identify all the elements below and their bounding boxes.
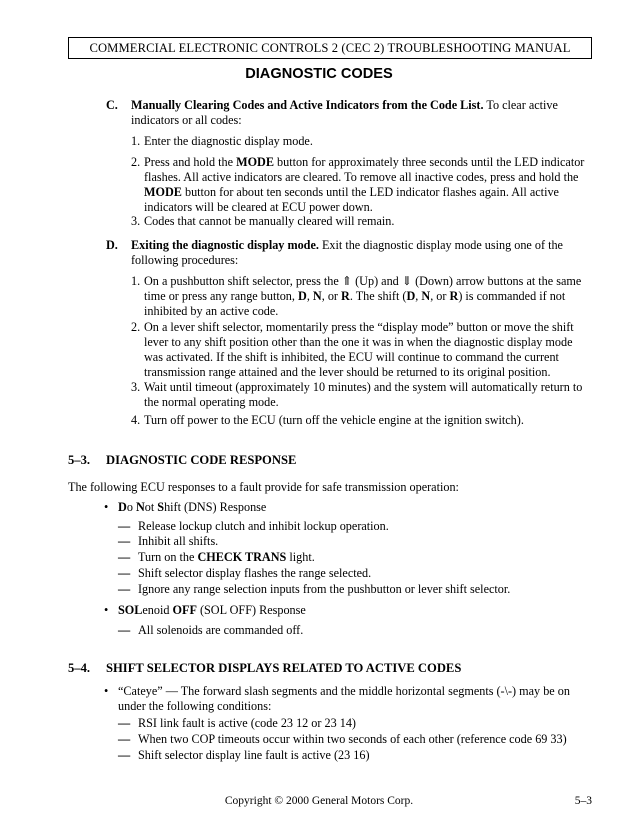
dns-response-label	[118, 500, 592, 515]
dns-text: o	[126, 500, 136, 514]
page-title: DIAGNOSTIC CODES	[245, 66, 393, 82]
sub-item-text-part: Turn on the	[138, 550, 198, 564]
sol-text: enoid	[142, 603, 173, 617]
range-label: R	[341, 289, 350, 303]
step-number: 1.	[131, 134, 141, 148]
cateye-text: “Cateye” — The forward slash segments and the middle horizontal segments (-\-) may be on under the following conditions:	[118, 684, 570, 713]
sub-item-text: Inhibit all shifts.	[138, 534, 219, 548]
cateye-sub-item	[118, 732, 592, 747]
dash: —	[118, 534, 131, 548]
bullet: •	[104, 500, 109, 514]
dash: —	[118, 582, 131, 596]
section-c-step-3	[131, 214, 592, 229]
sub-item-text: Shift selector display flashes the range selected.	[138, 566, 372, 580]
section-d-paragraph	[131, 238, 592, 268]
mode-button-label: MODE	[236, 155, 274, 169]
dash: —	[118, 566, 131, 580]
step-text: Enter the diagnostic display mode.	[144, 134, 313, 148]
step-number: 1.	[131, 274, 141, 288]
dash: —	[118, 748, 131, 762]
section-d-step-4	[131, 413, 592, 428]
section-number: 5–3.	[68, 453, 91, 467]
range-label: N	[421, 289, 431, 303]
sol-text: (SOL OFF) Response	[196, 603, 306, 617]
sol-letters: SOL	[118, 603, 143, 617]
dash: —	[118, 519, 131, 533]
page-number: 5–3	[574, 795, 592, 807]
section-c-step-2	[131, 155, 592, 215]
step-text: On a lever shift selector, momentarily press the “display mode” button or move the shift lever to any shift position other than the one it was in when the diagnostic display mode was activated. If the shift is inhibited, the ECU will continue to command the current transmission range attained and the lever should be returned to its original position.	[144, 320, 574, 379]
section-number: 5–4.	[68, 661, 91, 675]
dns-sub-item	[118, 534, 592, 549]
cateye-item	[104, 684, 592, 714]
step-number: 4.	[131, 413, 141, 427]
step-text: Turn off power to the ECU (turn off the vehicle engine at the ignition switch).	[144, 413, 524, 427]
section-c-intro: To clear active indicators or all codes:	[131, 98, 558, 127]
dns-text: hift (DNS) Response	[164, 500, 267, 514]
step-text-part: ) is commanded if not inhibited by an active code.	[144, 289, 566, 318]
dns-response-item	[104, 500, 592, 515]
sol-off-sub-item	[118, 623, 592, 638]
separator: ,	[415, 289, 422, 303]
section-c-heading	[106, 98, 592, 128]
dns-sub-item	[118, 582, 592, 597]
step-number: 3.	[131, 214, 141, 228]
sol-off-response-item	[104, 603, 592, 618]
cateye-sub-item	[118, 748, 592, 763]
section-d-intro: Exit the diagnostic display mode using one of the following procedures:	[131, 238, 563, 267]
mode-button-label: MODE	[144, 185, 182, 199]
section-d-step-2	[131, 320, 592, 380]
bullet: •	[104, 603, 109, 617]
dns-sub-item	[118, 550, 592, 565]
step-text-part: Press and hold the	[144, 155, 237, 169]
sub-item-text: Shift selector display line fault is active (23 16)	[138, 748, 370, 762]
section-c-paragraph	[131, 98, 592, 128]
separator: , or	[321, 289, 342, 303]
dns-letter: S	[157, 500, 165, 514]
step-text-part: On a pushbutton shift selector, press the ⇑ (Up) and ⇓ (Down) arrow buttons at the same time or press any range button,	[144, 274, 582, 303]
section-d-label: D.	[106, 238, 118, 252]
check-trans-label: CHECK TRANS	[197, 550, 287, 564]
sub-item-text: Release lockup clutch and inhibit lockup operation.	[138, 519, 389, 533]
step-text-part: button for approximately three seconds until the LED indicator flashes. All active indicators are cleared. To remove all inactive codes, press and hold the	[144, 155, 585, 184]
manual-header	[68, 37, 592, 59]
sub-item-text: RSI link fault is active (code 23 12 or 23 14)	[138, 716, 356, 730]
sub-item-text-part: light.	[286, 550, 315, 564]
dns-sub-item	[118, 566, 592, 581]
section-d-step-1	[131, 274, 592, 319]
step-text	[144, 274, 592, 319]
separator: ,	[306, 289, 313, 303]
sol-off-response-label	[118, 603, 592, 618]
sub-item-text	[138, 550, 592, 565]
section-d-step-3	[131, 380, 592, 410]
section-c-label: C.	[106, 98, 118, 112]
range-label: D	[298, 289, 307, 303]
range-label: N	[312, 289, 322, 303]
bullet: •	[104, 684, 109, 698]
dns-letter: N	[135, 500, 145, 514]
range-label: D	[406, 289, 416, 303]
section-c-step-1	[131, 134, 592, 149]
step-text	[144, 155, 592, 215]
step-text-part: . The shift (	[349, 289, 407, 303]
sub-item-text: When two COP timeouts occur within two seconds of each other (reference code 69 33)	[138, 732, 567, 746]
cateye-sub-item	[118, 716, 592, 731]
section-d-title: Exiting the diagnostic display mode.	[131, 238, 319, 252]
section-d-heading	[106, 238, 592, 268]
step-text-part: button for about ten seconds until the LED indicator flashes again. All active indicators will be cleared at ECU power down.	[144, 185, 559, 214]
off-letters: OFF	[172, 603, 197, 617]
sub-item-text: All solenoids are commanded off.	[138, 623, 304, 637]
section-title: SHIFT SELECTOR DISPLAYS RELATED TO ACTIVE CODES	[106, 661, 462, 675]
section-title: DIAGNOSTIC CODE RESPONSE	[106, 453, 297, 467]
dns-text: ot	[144, 500, 158, 514]
dash: —	[118, 623, 131, 637]
step-text: Codes that cannot be manually cleared will remain.	[144, 214, 395, 228]
step-number: 2.	[131, 155, 141, 169]
manual-title: COMMERCIAL ELECTRONIC CONTROLS 2 (CEC 2) TROUBLESHOOTING MANUAL	[89, 41, 571, 55]
separator: , or	[430, 289, 450, 303]
dash: —	[118, 550, 131, 564]
step-number: 2.	[131, 320, 141, 334]
dash: —	[118, 732, 131, 746]
sub-item-text: Ignore any range selection inputs from the pushbutton or lever shift selector.	[138, 582, 511, 596]
range-label: R	[449, 289, 459, 303]
dns-sub-item	[118, 519, 592, 534]
dns-letter: D	[118, 500, 127, 514]
step-number: 3.	[131, 380, 141, 394]
footer-copyright: Copyright © 2000 General Motors Corp.	[224, 795, 414, 807]
step-text: Wait until timeout (approximately 10 minutes) and the system will automatically return to the normal operating mode.	[144, 380, 583, 409]
dash: —	[118, 716, 131, 730]
section-c-title: Manually Clearing Codes and Active Indicators from the Code List.	[131, 98, 484, 112]
section-5-3-intro: The following ECU responses to a fault provide for safe transmission operation:	[68, 480, 459, 494]
